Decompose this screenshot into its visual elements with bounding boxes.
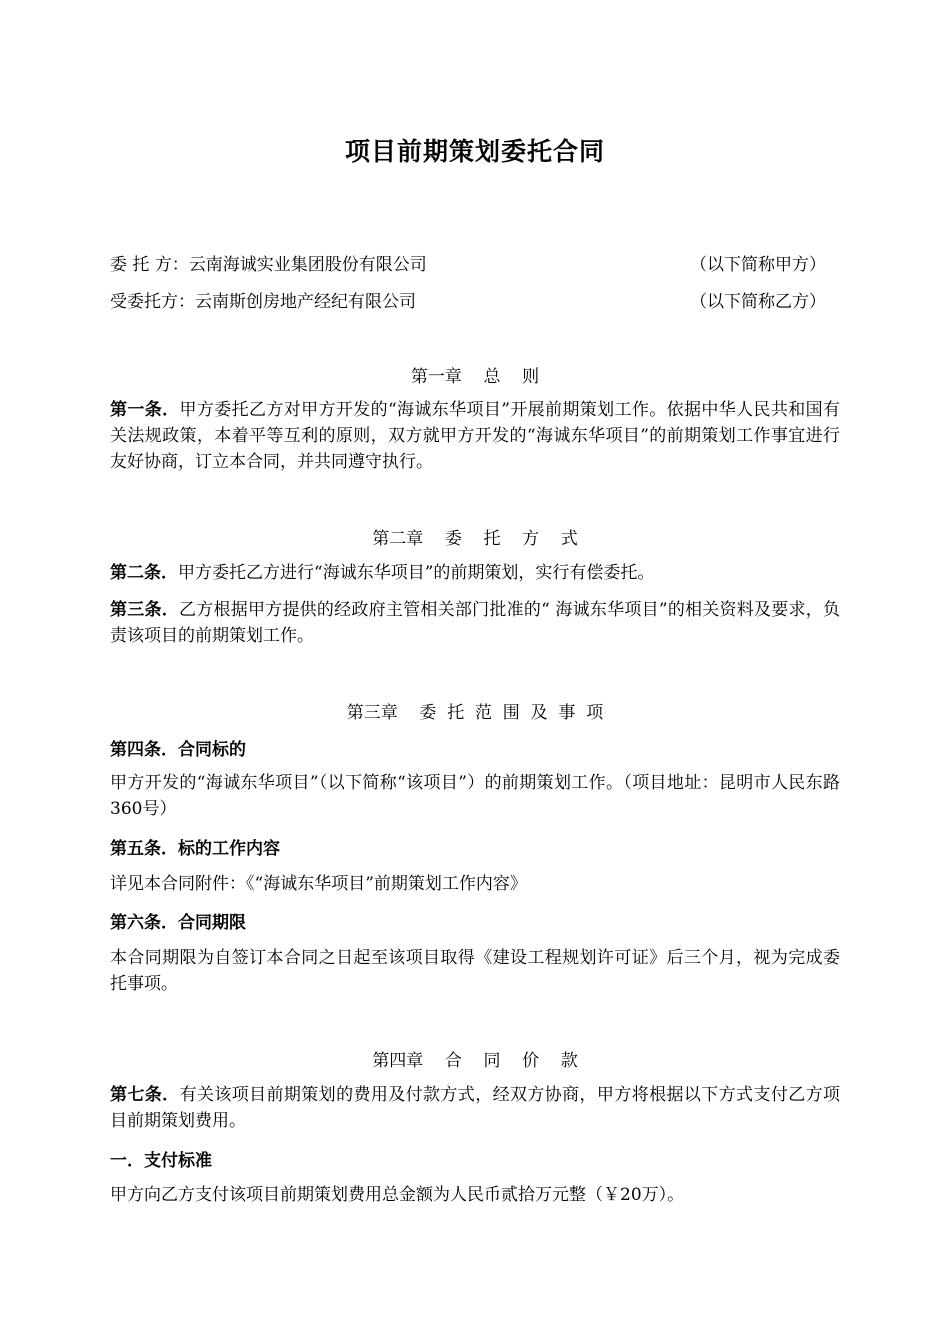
- article-3: [110, 597, 840, 649]
- article-7-body: 有关该项目前期策划的费用及付款方式，经双方协商，甲方将根据以下方式支付乙方项目前期策划费用。: [110, 1085, 840, 1131]
- section-1-body: 甲方向乙方支付该项目前期策划费用总金额为人民币贰拾万元整（￥20万）。: [110, 1185, 685, 1205]
- article-2: [110, 560, 840, 586]
- party-b-label: 受委托方：: [110, 292, 195, 312]
- party-b-name: 云南斯创房地产经纪有限公司: [195, 292, 416, 312]
- document-title: 项目前期策划委托合同: [344, 137, 605, 166]
- article-5-head: 第五条．标的工作内容: [110, 839, 280, 859]
- article-6-head: 第六条．合同期限: [110, 913, 246, 933]
- chapter-3-heading: 第三章 委 托 范 围 及 事 项: [346, 703, 604, 723]
- party-a-line: [110, 250, 840, 275]
- chapter-4-heading: 第四章 合 同 价 款: [372, 1051, 578, 1071]
- article-1: [110, 397, 840, 475]
- party-a-note: （以下简称甲方）: [690, 255, 826, 275]
- article-3-body: 乙方根据甲方提供的经政府主管相关部门批准的“ 海诚东华项目”的相关资料及要求，负责该项目的前期策划工作。: [110, 600, 840, 646]
- article-7-head: 第七条．: [110, 1085, 180, 1105]
- article-7: [110, 1082, 840, 1134]
- article-4-body: 甲方开发的“海诚东华项目”（以下简称“该项目”）的前期策划工作。（项目地址：昆明市人民东路360号）: [110, 773, 840, 819]
- article-6-body: 本合同期限为自签订本合同之日起至该项目取得《建设工程规划许可证》后三个月，视为完成委托事项。: [110, 948, 840, 994]
- party-b-line: [110, 287, 840, 312]
- party-a-name: 云南海诚实业集团股份有限公司: [188, 255, 427, 275]
- article-2-body: 甲方委托乙方进行“海诚东华项目”的前期策划，实行有偿委托。: [178, 563, 655, 583]
- article-1-head: 第一条．: [110, 400, 180, 420]
- article-1-body: 甲方委托乙方对甲方开发的“海诚东华项目”开展前期策划工作。依据中华人民共和国有关法规政策，本着平等互利的原则，双方就甲方开发的“海诚东华项目”的前期策划工作事宜进行友好协商，订立本合同，并共同遵守执行。: [110, 400, 841, 472]
- article-2-head: 第二条．: [110, 563, 178, 583]
- chapter-2-heading: 第二章 委 托 方 式: [372, 529, 578, 549]
- party-b-note: （以下简称乙方）: [690, 292, 826, 312]
- article-5-body: 详见本合同附件：《“海诚东华项目”前期策划工作内容》: [110, 874, 527, 894]
- party-a-label: 委 托 方：: [110, 255, 189, 275]
- section-1-head: 一．支付标准: [110, 1151, 212, 1171]
- chapter-1-heading: 第一章 总 则: [410, 367, 540, 387]
- article-3-head: 第三条．: [110, 600, 179, 620]
- article-4-head: 第四条．合同标的: [110, 740, 246, 760]
